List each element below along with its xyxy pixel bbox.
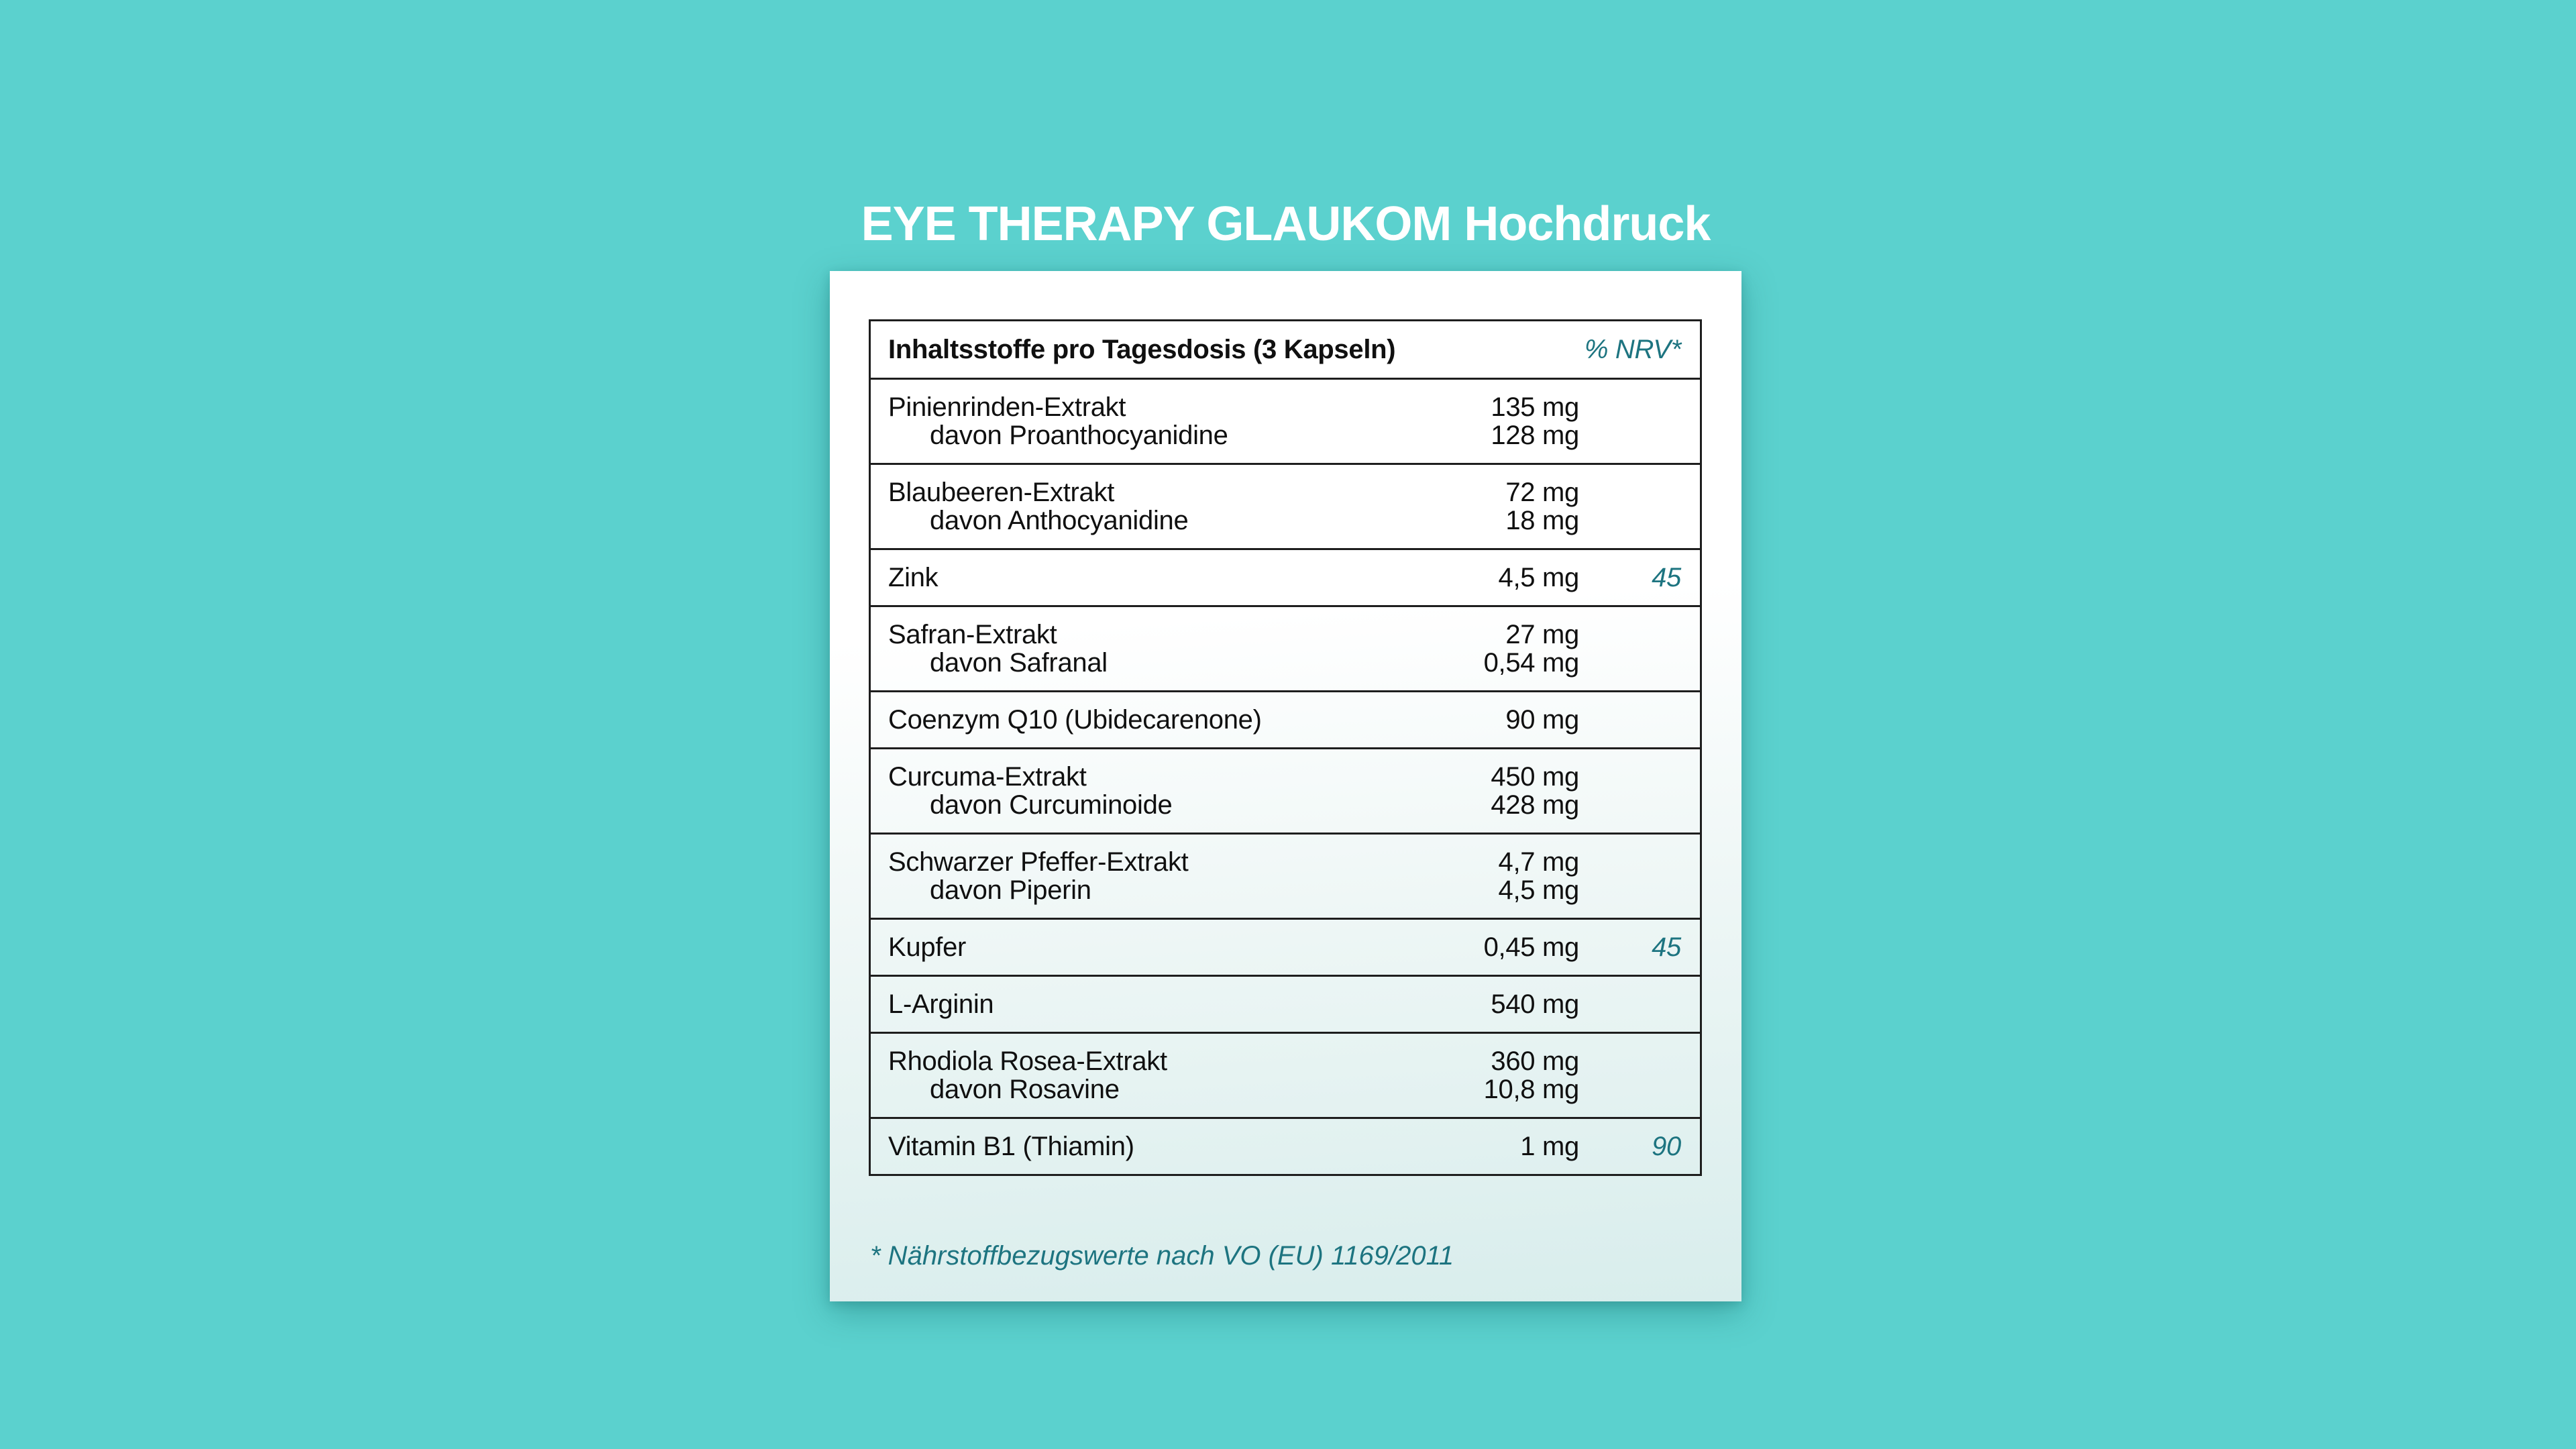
- ingredient-sub-name: davon Curcuminoide: [930, 790, 1173, 820]
- table-header-nrv-label: % NRV*: [1584, 335, 1681, 364]
- table-row: [871, 918, 1700, 975]
- ingredient-name: Vitamin B1 (Thiamin): [888, 1132, 1134, 1161]
- ingredient-name: Coenzym Q10 (Ubidecarenone): [888, 705, 1262, 735]
- ingredient-name: Pinienrinden-Extrakt: [888, 392, 1126, 422]
- ingredient-amount-cell: [1358, 848, 1579, 904]
- ingredient-sub-name: davon Rosavine: [930, 1075, 1120, 1104]
- ingredient-amount: 360 mg: [1491, 1046, 1579, 1076]
- ingredient-sub-amount: 128 mg: [1491, 421, 1579, 450]
- ingredient-name-cell: [871, 933, 1358, 961]
- ingredient-name: Kupfer: [888, 932, 967, 962]
- ingredient-name: Blaubeeren-Extrakt: [888, 478, 1115, 507]
- ingredient-amount-cell: [1358, 478, 1579, 535]
- ingredient-name-cell: [871, 1047, 1358, 1104]
- ingredient-sub-amount: 0,54 mg: [1483, 648, 1579, 678]
- ingredient-amount-cell: [1358, 933, 1579, 961]
- ingredient-amount: 135 mg: [1491, 392, 1579, 422]
- supplement-facts-card: [830, 271, 1741, 1301]
- nrv-footnote: * Nährstoffbezugswerte nach VO (EU) 1169/2011: [870, 1241, 1454, 1271]
- ingredient-amount: 540 mg: [1491, 989, 1579, 1019]
- table-row: [871, 833, 1700, 918]
- ingredient-sub-amount: 4,5 mg: [1498, 875, 1579, 905]
- ingredient-amount: 4,5 mg: [1498, 563, 1579, 592]
- ingredient-sub-amount: 10,8 mg: [1483, 1075, 1579, 1104]
- table-row: [871, 463, 1700, 548]
- ingredient-name-cell: [871, 990, 1358, 1018]
- ingredient-amount: 4,7 mg: [1498, 847, 1579, 877]
- table-header-label: Inhaltsstoffe pro Tagesdosis (3 Kapseln): [888, 335, 1396, 364]
- ingredient-amount: 90 mg: [1505, 705, 1579, 735]
- table-row: [871, 747, 1700, 833]
- ingredients-table: [869, 319, 1702, 1176]
- ingredient-sub-name: davon Piperin: [930, 875, 1091, 905]
- ingredient-amount-cell: [1358, 393, 1579, 449]
- ingredient-nrv-value: 45: [1652, 932, 1681, 962]
- ingredient-amount-cell: [1358, 1132, 1579, 1161]
- ingredient-name: Curcuma-Extrakt: [888, 762, 1087, 792]
- table-header-row: [871, 321, 1700, 378]
- table-row: [871, 605, 1700, 690]
- ingredient-name-cell: [871, 393, 1358, 449]
- ingredient-amount-cell: [1358, 621, 1579, 677]
- ingredient-amount: 0,45 mg: [1483, 932, 1579, 962]
- ingredient-amount: 72 mg: [1505, 478, 1579, 507]
- ingredient-name-cell: [871, 564, 1358, 592]
- table-row: [871, 548, 1700, 605]
- table-row: [871, 690, 1700, 747]
- ingredient-name-cell: [871, 478, 1358, 535]
- ingredient-name-cell: [871, 763, 1358, 819]
- ingredient-nrv-value: 45: [1652, 563, 1681, 592]
- ingredient-amount: 1 mg: [1520, 1132, 1579, 1161]
- ingredient-name: Schwarzer Pfeffer-Extrakt: [888, 847, 1189, 877]
- ingredient-name-cell: [871, 848, 1358, 904]
- ingredient-amount: 450 mg: [1491, 762, 1579, 792]
- ingredient-name: Zink: [888, 563, 938, 592]
- ingredient-sub-amount: 428 mg: [1491, 790, 1579, 820]
- table-row: [871, 1032, 1700, 1117]
- table-row: [871, 1117, 1700, 1174]
- ingredient-name-cell: [871, 1132, 1358, 1161]
- ingredient-amount-cell: [1358, 564, 1579, 592]
- ingredient-sub-name: davon Safranal: [930, 648, 1108, 678]
- ingredient-amount-cell: [1358, 990, 1579, 1018]
- ingredient-name: Safran-Extrakt: [888, 620, 1057, 649]
- ingredient-sub-name: davon Anthocyanidine: [930, 506, 1189, 535]
- ingredient-amount-cell: [1358, 706, 1579, 734]
- ingredient-name: Rhodiola Rosea-Extrakt: [888, 1046, 1167, 1076]
- table-row: [871, 975, 1700, 1032]
- ingredient-sub-name: davon Proanthocyanidine: [930, 421, 1228, 450]
- ingredient-name: L-Arginin: [888, 989, 994, 1019]
- ingredient-name-cell: [871, 621, 1358, 677]
- ingredient-nrv-value: 90: [1652, 1132, 1681, 1161]
- ingredient-amount-cell: [1358, 1047, 1579, 1104]
- product-title: EYE THERAPY GLAUKOM Hochdruck: [861, 197, 1711, 251]
- table-row: [871, 378, 1700, 463]
- ingredient-name-cell: [871, 706, 1358, 734]
- ingredient-amount: 27 mg: [1505, 620, 1579, 649]
- ingredient-sub-amount: 18 mg: [1505, 506, 1579, 535]
- ingredient-amount-cell: [1358, 763, 1579, 819]
